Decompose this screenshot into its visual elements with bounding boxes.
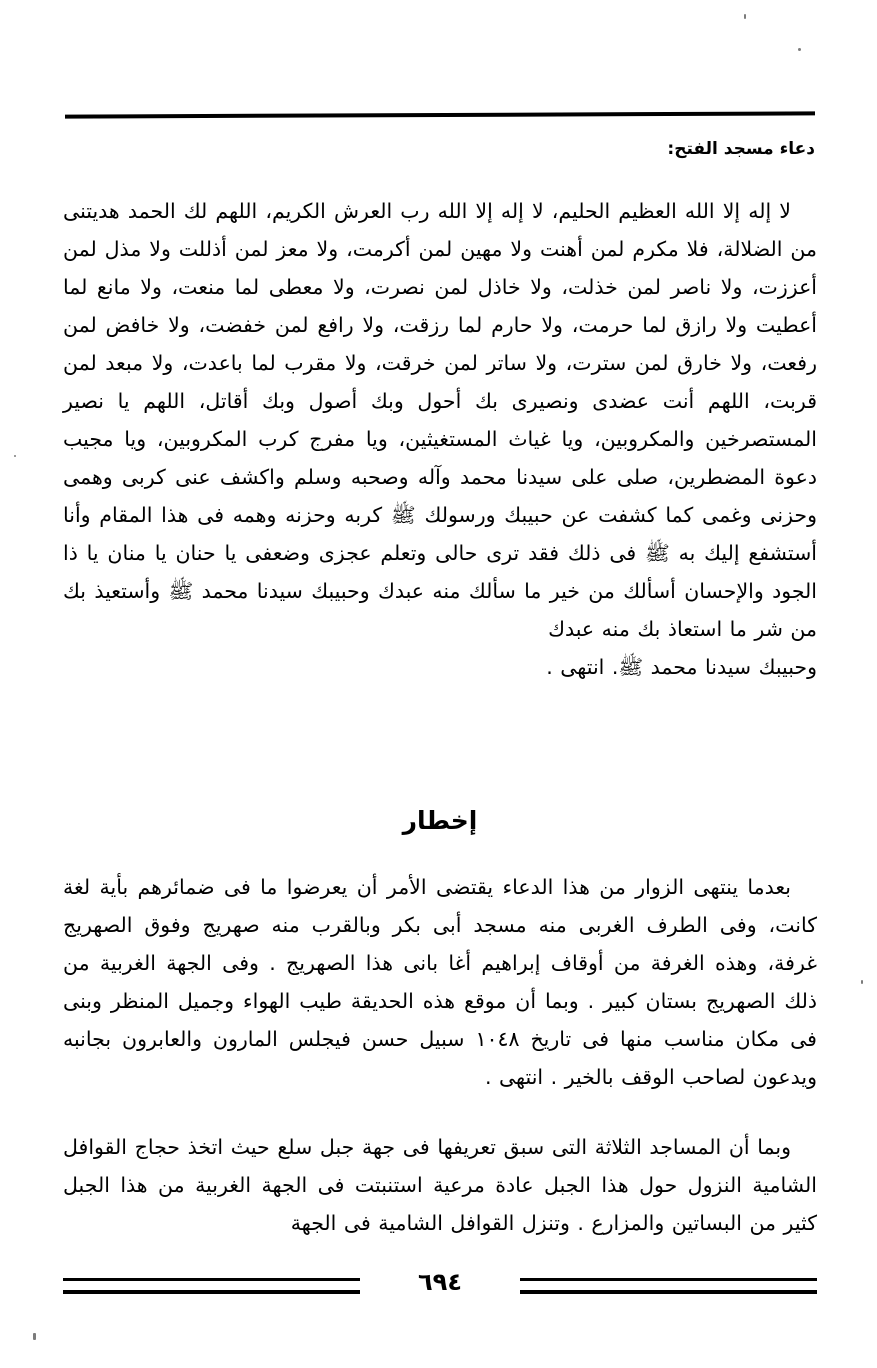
scan-speck	[33, 1333, 36, 1340]
dua-body-text: لا إله إلا الله العظيم الحليم، لا إله إلا الله رب العرش الكريم، اللهم لك الحمد هديتنى من الضلالة، فلا مكرم لمن أهنت ولا مهين لمن أكرمت، ولا معز لمن أذللت ولا مذل لمن أعززت، ولا ناصر لمن خذلت، ولا خاذل لمن نصرت، ولا معطى لما منعت، ولا مانع لما أعطيت ولا رازق لما حرمت، ولا حارم لما رزقت، ولا رافع لمن خفضت، ولا خافض لمن رفعت، ولا خارق لمن سترت، ولا ساتر لمن خرقت، ولا مقرب لما باعدت، ولا مبعد لمن قربت، اللهم أنت عضدى ونصيرى بك أحول وبك أصول وبك أقاتل، اللهم يا نصير المستصرخين والمكروبين، ويا غياث المستغيثين، ويا مفرج كرب المكروبين، ويا مجيب دعوة المضطرين، صلى على سيدنا محمد وآله وصحبه وسلم واكشف عنى كربى وهمى وحزنى وغمى كما كشفت عن حبيبك ورسولك ﷺ كربه وحزنه وهمه فى هذا المقام وأنا أستشفع إليك به ﷺ فى ذلك فقد ترى حالى وتعلم عجزى وضعفى يا حنان يا منان يا ذا الجود والإحسان أسألك من خير ما سألك منه عبدك وحبيبك سيدنا محمد ﷺ وأستعيذ بك من شر ما استعاذ بك منه عبدك	[63, 199, 817, 641]
notice-heading: إخطار	[402, 806, 478, 835]
section-heading: دعاء مسجد الفتح:	[667, 139, 815, 159]
scan-speck	[14, 455, 16, 457]
page-footer	[63, 1268, 817, 1308]
scan-speck	[861, 980, 863, 984]
dua-closing-line: وحبيبك سيدنا محمد ﷺ. انتهى .	[546, 655, 817, 679]
page-number: ٦٩٤	[418, 1268, 462, 1296]
header-rule	[65, 111, 815, 118]
notice-paragraph-2: وبما أن المساجد الثلاثة التى سبق تعريفها فى جهة جبل سلع حيث اتخذ حجاج القوافل الشامية النزول حول هذا الجبل عادة مرعية استنبتت فى الجهة الغربية من هذا الجبل كثير من البساتين والمزارع . وتنزل القوافل الشامية فى الجهة	[63, 1135, 817, 1235]
page-content	[63, 0, 817, 1368]
notice-paragraph-1: بعدما ينتهى الزوار من هذا الدعاء يقتضى الأمر أن يعرضوا ما فى ضمائرهم بأية لغة كانت، وفى الطرف الغربى منه مسجد أبى بكر وبالقرب منه صهريج وفوق الصهريج غرفة، وهذه الغرفة من أوقاف إبراهيم أغا بانى هذا الصهريج . وفى الجهة الغربية من ذلك الصهريج بستان كبير . وبما أن موقع هذه الحديقة طيب الهواء وجميل المنظر وبنى فى مكان مناسب منها فى تاريخ ١٠٤٨ سبيل حسن فيجلس المارون والعابرون بجانبه ويدعون لصاحب الوقف بالخير . انتهى .	[63, 875, 817, 1089]
dua-paragraph	[63, 192, 817, 686]
